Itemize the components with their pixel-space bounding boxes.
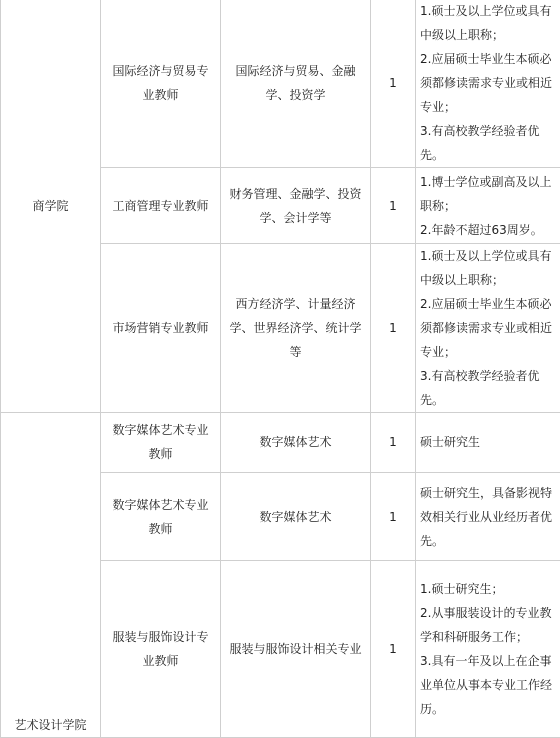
major-cell bbox=[221, 472, 371, 561]
headcount: 1 bbox=[371, 194, 415, 218]
count-cell bbox=[371, 413, 416, 473]
major-text: 数字媒体艺术 bbox=[221, 430, 370, 454]
major-cell bbox=[221, 168, 371, 244]
college-cell bbox=[1, 0, 101, 413]
position-cell bbox=[101, 472, 221, 561]
requirement-line: 2.应届硕士毕业生本硕必须都修读需求专业或相近专业； bbox=[416, 292, 560, 364]
requirement-line: 1.博士学位或副高及以上职称； bbox=[416, 170, 560, 218]
requirement-line: 硕士研究生，具备影视特效相关行业从业经历者优先。 bbox=[416, 481, 560, 553]
requirements-cell bbox=[416, 168, 560, 244]
count-cell bbox=[371, 0, 416, 168]
major-text: 服装与服饰设计相关专业 bbox=[221, 637, 370, 661]
requirement-line: 3.具有一年及以上在企事业单位从事本专业工作经历。 bbox=[416, 649, 560, 721]
major-cell bbox=[221, 413, 371, 473]
requirement-line: 2.年龄不超过63周岁。 bbox=[416, 218, 560, 242]
headcount: 1 bbox=[371, 505, 415, 529]
major-text: 财务管理、金融学、投资学、会计学等 bbox=[221, 182, 370, 230]
major-cell bbox=[221, 244, 371, 413]
headcount: 1 bbox=[371, 71, 415, 95]
major-text: 西方经济学、计量经济学、世界经济学、统计学等 bbox=[221, 292, 370, 364]
position-name: 数字媒体艺术专业教师 bbox=[101, 493, 220, 541]
major-cell bbox=[221, 0, 371, 168]
table-row bbox=[1, 0, 560, 168]
requirements-cell bbox=[416, 244, 560, 413]
requirement-line: 1.硕士研究生； bbox=[416, 577, 560, 601]
position-name: 市场营销专业教师 bbox=[101, 316, 220, 340]
position-name: 数字媒体艺术专业教师 bbox=[101, 418, 220, 466]
college-cell bbox=[1, 413, 101, 738]
count-cell bbox=[371, 168, 416, 244]
requirement-line: 3.有高校教学经验者优先。 bbox=[416, 119, 560, 167]
requirements-cell bbox=[416, 0, 560, 168]
major-text: 国际经济与贸易、金融学、投资学 bbox=[221, 59, 370, 107]
position-cell bbox=[101, 244, 221, 413]
major-text: 数字媒体艺术 bbox=[221, 505, 370, 529]
position-cell bbox=[101, 413, 221, 473]
position-name: 国际经济与贸易专业教师 bbox=[101, 59, 220, 107]
college-name: 艺术设计学院 bbox=[1, 413, 100, 737]
requirement-line: 硕士研究生 bbox=[416, 430, 560, 454]
requirements-cell bbox=[416, 472, 560, 561]
headcount: 1 bbox=[371, 637, 415, 661]
requirement-line: 1.硕士及以上学位或具有中级以上职称； bbox=[416, 0, 560, 47]
requirement-line: 3.有高校教学经验者优先。 bbox=[416, 364, 560, 412]
requirement-line: 2.从事服装设计的专业教学和科研服务工作； bbox=[416, 601, 560, 649]
count-cell bbox=[371, 472, 416, 561]
college-name: 商学院 bbox=[1, 194, 100, 218]
requirement-line: 2.应届硕士毕业生本硕必须都修读需求专业或相近专业； bbox=[416, 47, 560, 119]
position-name: 服装与服饰设计专业教师 bbox=[101, 625, 220, 673]
headcount: 1 bbox=[371, 316, 415, 340]
position-cell bbox=[101, 561, 221, 738]
table-row bbox=[1, 413, 560, 473]
requirement-line: 1.硕士及以上学位或具有中级以上职称； bbox=[416, 244, 560, 292]
position-name: 工商管理专业教师 bbox=[101, 194, 220, 218]
count-cell bbox=[371, 561, 416, 738]
count-cell bbox=[371, 244, 416, 413]
major-cell bbox=[221, 561, 371, 738]
requirements-cell bbox=[416, 413, 560, 473]
position-cell bbox=[101, 168, 221, 244]
requirements-cell bbox=[416, 561, 560, 738]
headcount: 1 bbox=[371, 430, 415, 454]
position-cell bbox=[101, 0, 221, 168]
